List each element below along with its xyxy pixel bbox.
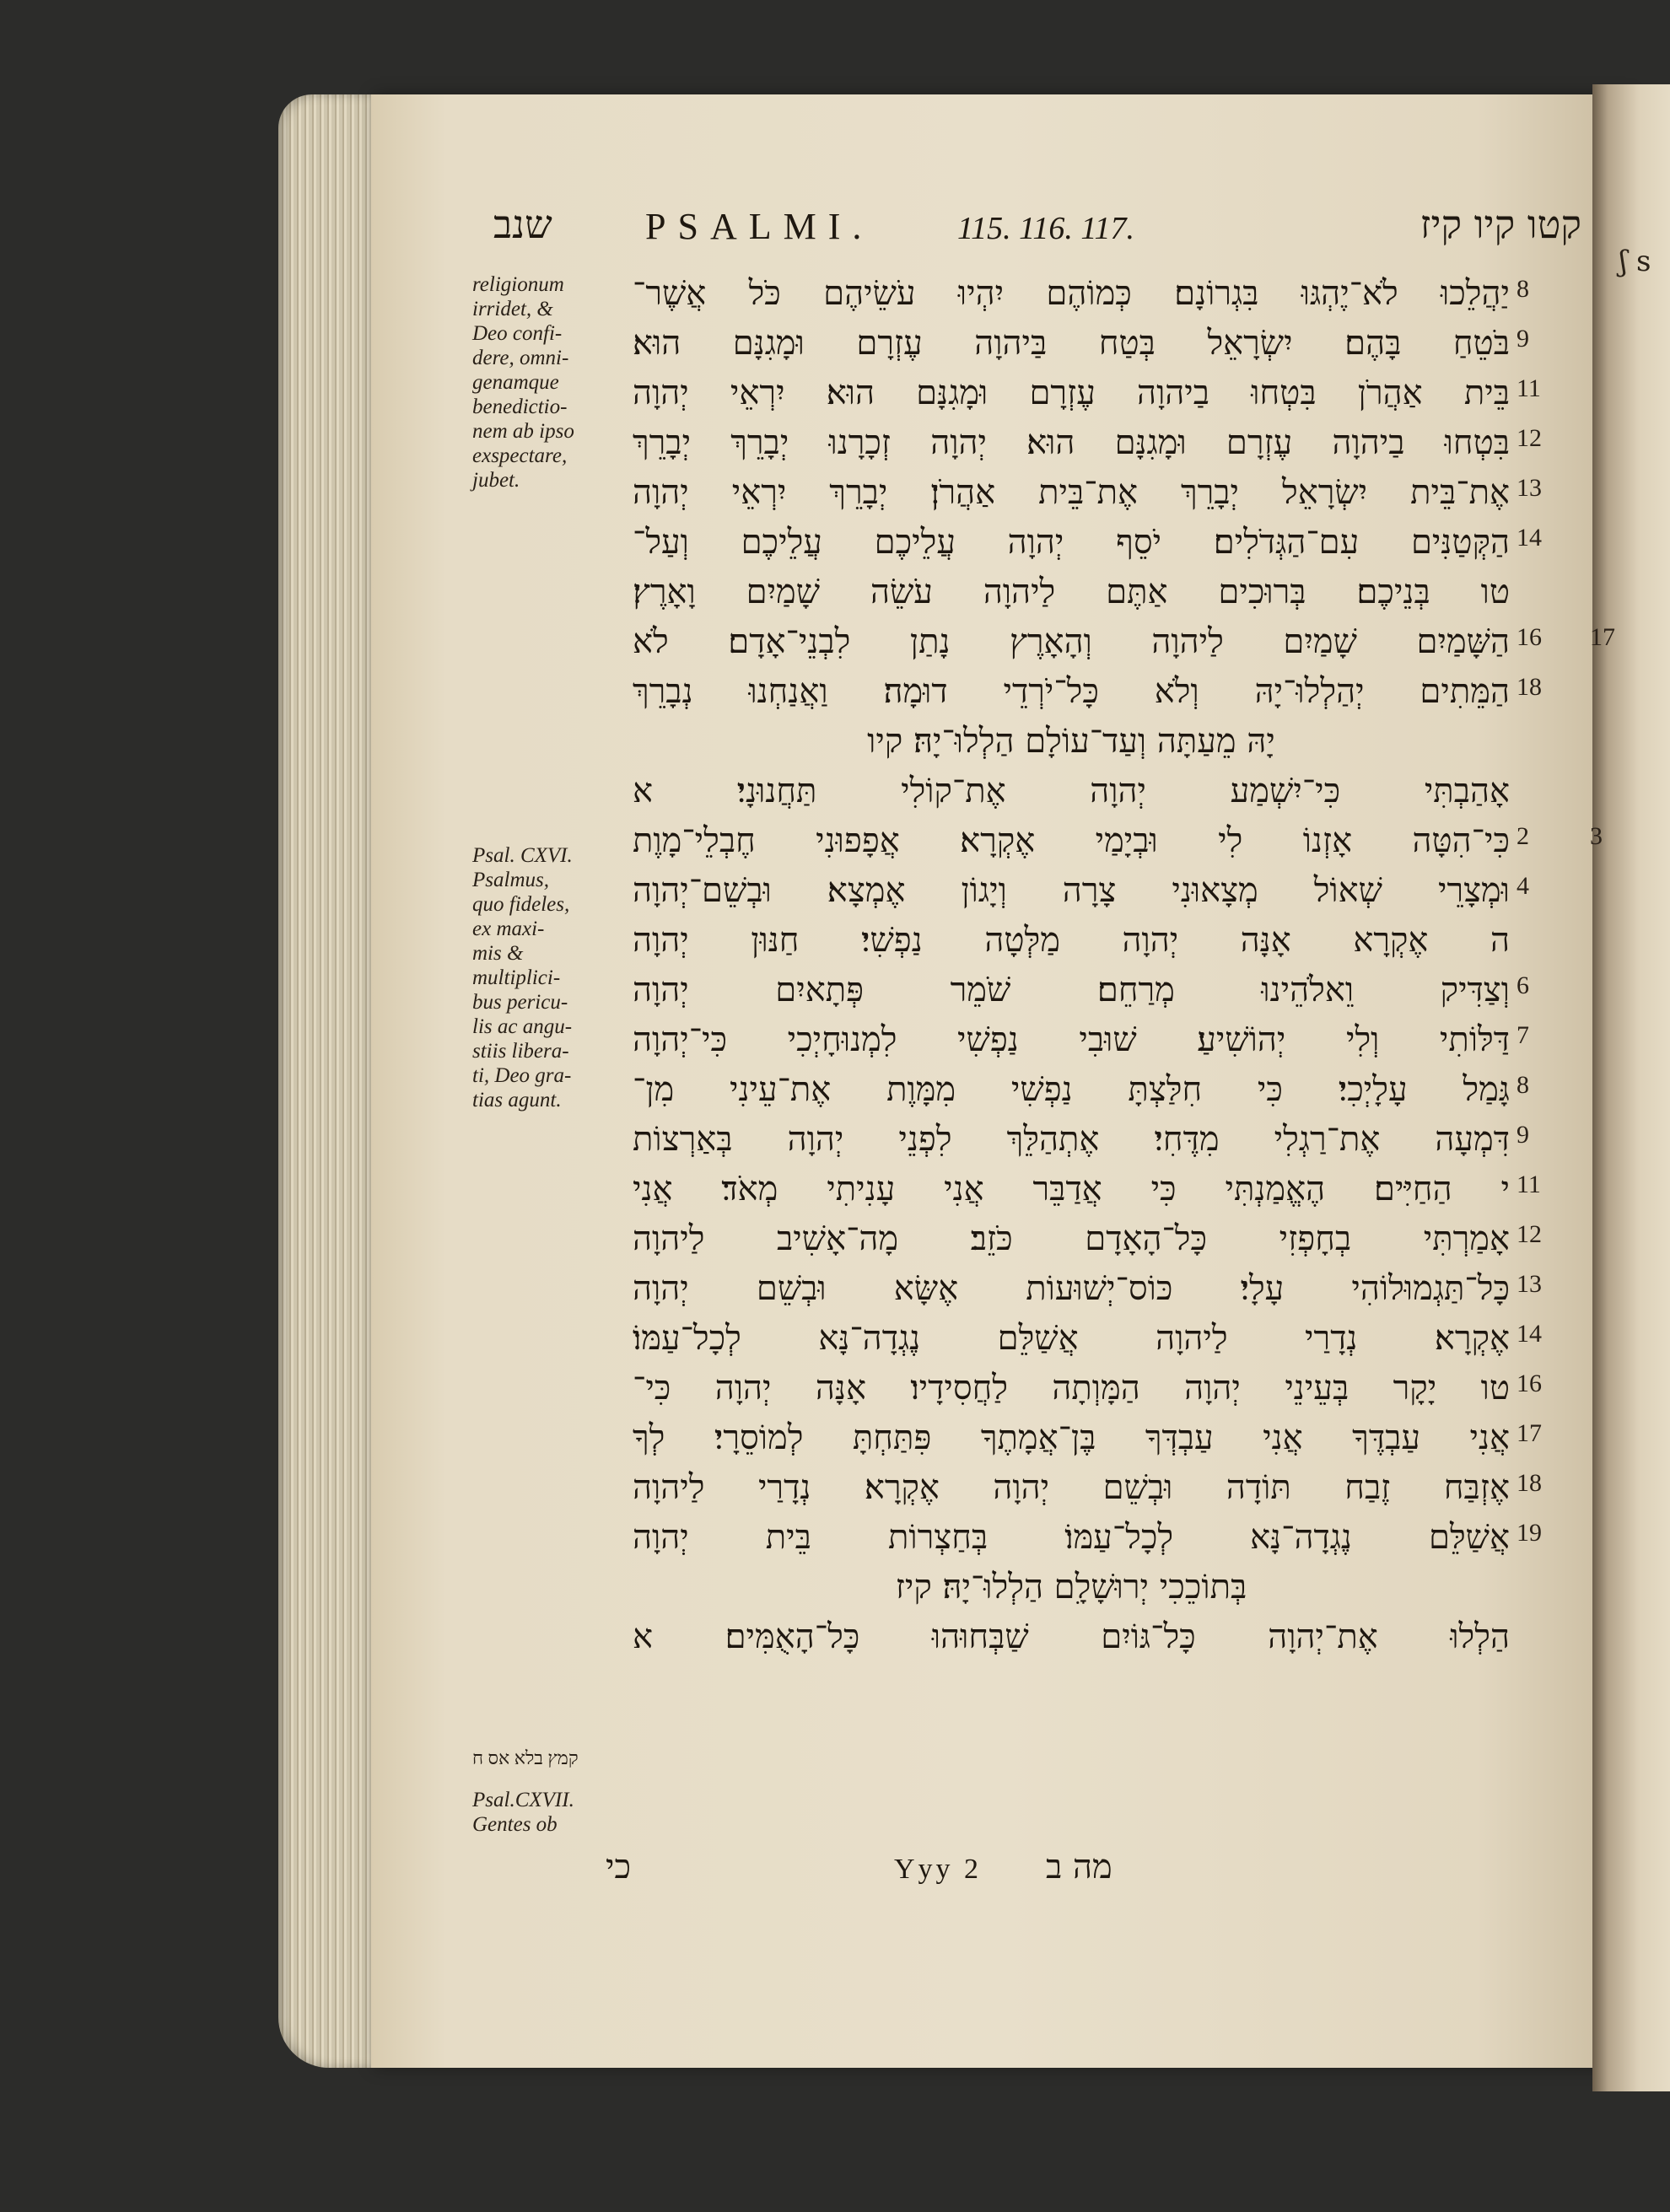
verse-column [624, 270, 1615, 1663]
folio-hebrew: שנב [493, 202, 552, 247]
verse-line: אָהַבְתִּי כִּי־יִשְׁמַע יְהוָה אֶת־קוֹלִי תַּחֲנוּנָי׃ א [633, 772, 1510, 810]
page-footer [606, 1847, 1510, 1897]
printer-signature: Yyy 2 [894, 1854, 983, 1885]
verse-line: טו בְּנֵיכֶם׃ בְּרוּכִים אַתֶּם לַיהוָה עֹשֵׂה שָׁמַיִם וָאָרֶץ׃ [633, 573, 1510, 611]
verse-line: אֶקְרָא׃ נְדָרַי לַיהוָה אֲשַׁלֵּם נֶגְדָה־נָּא לְכָל־עַמּוֹ׃ 14 [633, 1319, 1542, 1358]
hebrew-signature: מה ב [1046, 1848, 1112, 1886]
verse-line: בְּתוֹכֵכִי יְרוּשָׁלִָם הַלְלוּ־יָהּ׃ קיז [895, 1568, 1247, 1607]
catchword: כי [606, 1848, 632, 1886]
verse-line: דִּמְעָה אֶת־רַגְלִי מִדֶּחִי׃ אֶתְהַלֵּךְ לִפְנֵי יְהוָה בְּאַרְצוֹת 9 [633, 1120, 1529, 1159]
verse-line: הַלְלוּ אֶת־יְהוָה כָּל־גּוֹיִם שַׁבְּחוּהוּ כָּל־הָאֻמִּים׃ א [633, 1617, 1510, 1656]
verse-line: אָמַרְתִּי בְחָפְזִי כָּל־הָאָדָם כֹּזֵב׃ מָה־אָשִׁיב לַיהוָה 12 [633, 1219, 1542, 1258]
margin-note-psalm-115: religionum irridet, & Deo confi- dere, omni- genamque benedictio- nem ab ipso exspectare, jubet. [472, 273, 574, 492]
page-title: PSALMI. [645, 206, 874, 247]
verse-line: בִּטְחוּ בַיהוָה עֶזְרָם וּמָגִנָּם הוּא׃ יְהוָה זְכָרָנוּ יְבָרֵךְ יְבָרֵךְ 12 [633, 423, 1542, 462]
verse-line: יַהֲלֵכוּ לֹא־יֶהְגּוּ בִּגְרוֹנָם׃ כְּמוֹהֶם יִהְיוּ עֹשֵׂיהֶם כֹּל אֲשֶׁר־ 8 [633, 274, 1529, 313]
verse-line: וְצַדִּיק וֵאלֹהֵינוּ מְרַחֵם׃ שֹׁמֵר פְּתָאיִם יְהוָה 6 [633, 971, 1529, 1009]
book-gutter [1592, 84, 1670, 2091]
next-page-glyphs: ʃ s [1619, 245, 1651, 278]
running-header [485, 198, 1581, 257]
margin-note-psalm-117: Psal.CXVII. Gentes ob [472, 1789, 574, 1836]
verse-line: כִּי־הִטָּה אָזְנוֹ לִי וּבְיָמַי אֶקְרָא׃ אֲפָפוּנִי חֶבְלֵי־מָוֶת 2 3 [633, 821, 1603, 860]
verse-line: ה אֶקְרָא אָנָּה יְהוָה מַלְּטָה נַפְשִׁי׃ חַנּוּן יְהוָה [633, 921, 1510, 960]
verse-line: אֶזְבַּח זֶבַח תּוֹדָה וּבְשֵׁם יְהוָה אֶקְרָא׃ נְדָרַי לַיהוָה 18 [633, 1468, 1542, 1507]
verse-line: הַשָּׁמַיִם שָׁמַיִם לַיהוָה וְהָאָרֶץ נָתַן לִבְנֵי־אָדָם׃ לֹא 16 17 [633, 622, 1615, 661]
verse-line: הַקְּטַנִּים עִם־הַגְּדֹלִים׃ יֹסֵף יְהוָה עֲלֵיכֶם עֲלֵיכֶם וְעַל־ 14 [633, 523, 1542, 562]
margin-note-psalm-116: Psal. CXVI. Psalmus, quo fideles, ex maxi- mis & multiplici- bus pericu- lis ac angu- stiis libera- ti, Deo gra- tias agunt. [472, 844, 573, 1111]
verse-line: אֶת־בֵּית יִשְׂרָאֵל יְבָרֵךְ אֶת־בֵּית אַהֲרֹן׃ יְבָרֵךְ יִרְאֵי יְהוָה 13 [633, 473, 1542, 512]
verse-line: גָּמַל עָלָיְכִי׃ כִּי חִלַּצְתָּ נַפְשִׁי מִמָּוֶת אֶת־עֵינִי מִן־ 8 [633, 1070, 1529, 1109]
verse-line: בֵּית אַהֲרֹן בִּטְחוּ בַיהוָה עֶזְרָם וּמָגִנָּם הוּא׃ יִרְאֵי יְהוָה 11 [633, 374, 1541, 412]
verse-line: י הַחַיִּים׃ הֶאֱמַנְתִּי כִּי אֲדַבֵּר אֲנִי עָנִיתִי מְאֹד׃ אֲנִי 11 [633, 1170, 1541, 1208]
verse-line: יָהּ מֵעַתָּה וְעַד־עוֹלָם הַלְלוּ־יָהּ׃ קיו [867, 722, 1275, 761]
verse-line: אֲשַׁלֵּם נֶגְדָה־נָּא לְכָל־עַמּוֹ׃ בְּחַצְרוֹת בֵּית יְהוָה 19 [633, 1518, 1542, 1557]
verse-line: בֹּטֵחַ בָּהֶם׃ יִשְׂרָאֵל בְּטַח בַּיהוָה עֶזְרָם וּמָגִנָּם הוּא׃ 9 [633, 324, 1529, 363]
chapter-numbers: 115. 116. 117. [957, 211, 1135, 246]
verse-line: דַּלּוֹתִי וְלִי יְהוֹשִׁיעַ׃ שׁוּבִי נַפְשִׁי לִמְנוּחָיְכִי כִּי־יְהוָה 7 [633, 1020, 1529, 1059]
verse-line: וּמְצָרֵי שְׁאוֹל מְצָאוּנִי צָרָה וְיָגוֹן אֶמְצָא׃ וּבְשֵׁם־יְהוָה 4 [633, 871, 1529, 910]
chapter-numbers-hebrew: קטו קיו קיז [1420, 202, 1581, 247]
margin-note-masoretic: קמץ בלא אס ח [472, 1747, 579, 1768]
verse-line: טו יָקָר בְּעֵינֵי יְהוָה הַמָּוְתָה לַחֲסִידָיו׃ אָנָּה יְהוָה כִּי־ 16 [633, 1369, 1542, 1407]
verse-line: אֲנִי עַבְדֶּךָ אֲנִי עַבְדְּךָ בֶּן־אֲמָתֶךָ פִּתַּחְתָּ לְמוֹסֵרָי׃ לְךָ 17 [633, 1418, 1542, 1457]
verse-line: כָּל־תַּגְמוּלוֹהִי עָלָי׃ כּוֹס־יְשׁוּעוֹת אֶשָּׂא וּבְשֵׁם יְהוָה 13 [633, 1269, 1542, 1308]
verse-line: הַמֵּתִים יְהַלְלוּ־יָהּ וְלֹא כָּל־יֹרְדֵי דוּמָה׃ וַאֲנַחְנוּ נְבָרֵךְ 18 [633, 672, 1542, 711]
